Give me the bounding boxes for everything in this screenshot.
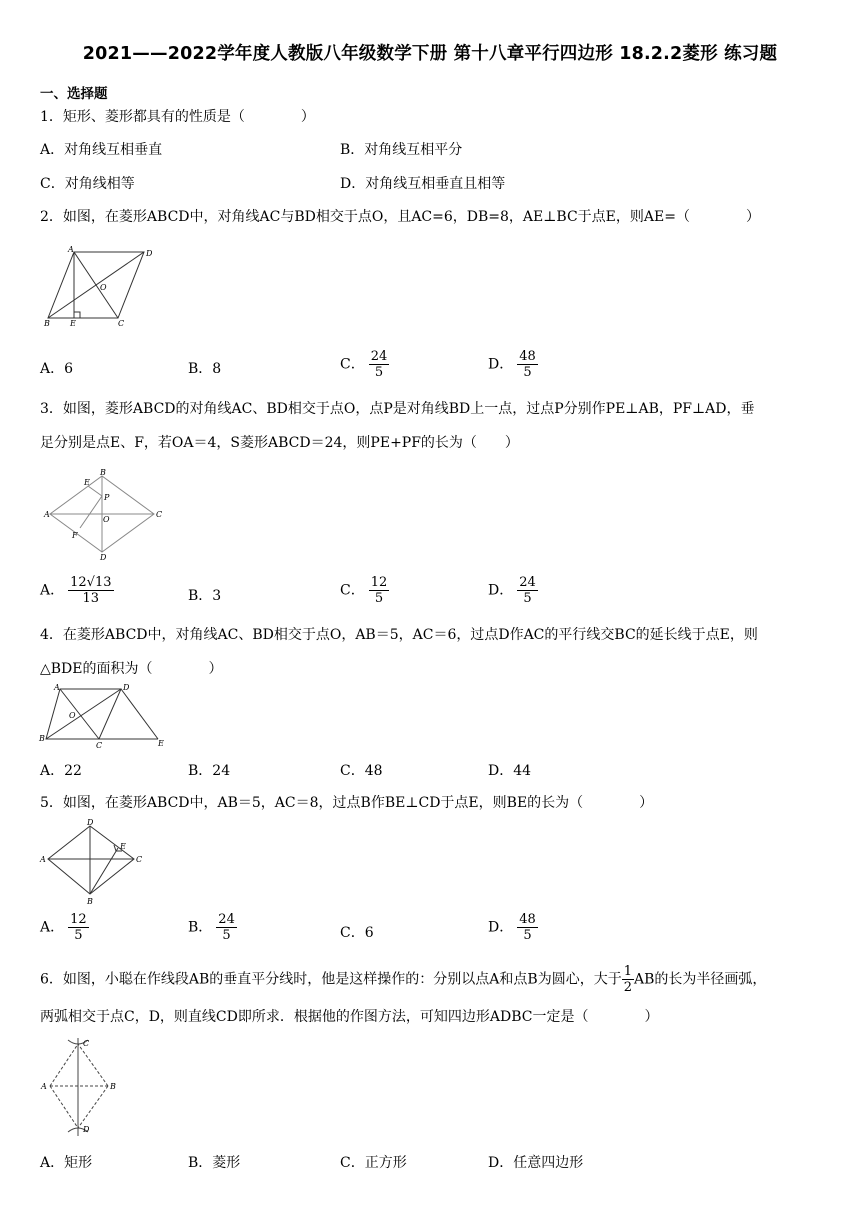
q5-label-b: B	[87, 897, 93, 906]
q6-half-fraction: $\frac{1}{2}$	[623, 964, 632, 995]
q6-text-part-2: AB的长为半径画弧，	[633, 971, 767, 988]
question-5: 5．如图，在菱形ABCD中，AB＝5，AC＝8，过点B作BE⊥CD于点E，则BE的长为（ ）	[40, 795, 654, 811]
q5-option-c[interactable]: C．6	[340, 925, 374, 941]
q4-label-d: D	[123, 683, 130, 692]
q3-option-a-fraction: $\frac{12√13}{13}$	[70, 575, 112, 606]
q4-label-a: A	[54, 683, 60, 692]
q2-option-c[interactable]	[340, 349, 389, 380]
question-6-line-2: 两弧相交于点C，D，则直线CD即所求．根据他的作图方法，可知四边形ADBC一定是（ ）	[40, 1009, 659, 1025]
q4-label-c: C	[96, 741, 103, 750]
q4-option-d[interactable]: D．44	[488, 763, 532, 779]
q3-option-c[interactable]	[340, 575, 389, 606]
q3-label-a: A	[44, 510, 50, 519]
q5-option-a-fraction: $\frac{12}{5}$	[70, 912, 87, 943]
q5-option-a[interactable]	[40, 912, 89, 943]
q1-option-d[interactable]: D．对角线互相垂直且相等	[340, 176, 506, 192]
q3-label-b: B	[100, 468, 106, 477]
q1-option-a[interactable]: A．对角线互相垂直	[40, 142, 163, 158]
q3-label-p: P	[104, 493, 110, 502]
section-heading: 一、选择题	[40, 86, 108, 102]
q5-option-d-label: D．	[488, 919, 514, 936]
q3-option-b[interactable]: B．3	[188, 588, 222, 604]
q5-option-b-fraction: $\frac{24}{5}$	[218, 912, 235, 943]
question-3-line-1: 3．如图，菱形ABCD的对角线AC、BD相交于点O，点P是对角线BD上一点，过点P分别作PE⊥AB，PF⊥AD，垂	[40, 401, 755, 417]
q2-option-d-fraction: $\frac{48}{5}$	[519, 349, 536, 380]
question-2: 2．如图，在菱形ABCD中，对角线AC与BD相交于点O，且AC=6，DB=8，AE⊥BC于点E，则AE=（ ）	[40, 209, 760, 225]
q1-option-c[interactable]: C．对角线相等	[40, 176, 135, 192]
page-title: 2021——2022学年度人教版八年级数学下册 第十八章平行四边形 18.2.2菱形 练习题	[82, 44, 778, 64]
q3-label-o: O	[103, 515, 110, 524]
q3-option-a[interactable]	[40, 575, 114, 606]
q6-label-b: B	[110, 1082, 116, 1091]
q6-option-d[interactable]: D．任意四边形	[488, 1155, 584, 1171]
q2-label-e: E	[70, 319, 76, 328]
q6-label-a: A	[41, 1082, 47, 1091]
q4-label-o: O	[69, 711, 76, 720]
q5-option-d[interactable]	[488, 912, 538, 943]
q5-label-d: D	[87, 818, 94, 827]
q5-label-a: A	[40, 855, 46, 864]
q6-label-d: D	[83, 1125, 90, 1134]
q2-label-d: D	[146, 249, 153, 258]
q4-rhombus-figure	[38, 684, 173, 750]
q3-label-e: E	[84, 478, 90, 487]
q3-option-d-fraction: $\frac{24}{5}$	[519, 575, 536, 606]
q6-option-b[interactable]: B．菱形	[188, 1155, 241, 1171]
q2-label-a: A	[68, 245, 74, 254]
q3-option-c-fraction: $\frac{12}{5}$	[370, 575, 388, 606]
q2-label-b: B	[44, 319, 50, 328]
q3-label-c: C	[156, 510, 163, 519]
question-4-line-2: △BDE的面积为（ ）	[40, 661, 223, 677]
q4-option-a[interactable]: A．22	[40, 763, 82, 779]
q1-option-b[interactable]: B．对角线互相平分	[340, 142, 463, 158]
q6-text-part-1: 6．如图，小聪在作线段AB的垂直平分线时，他是这样操作的：分别以点A和点B为圆心，大于	[40, 971, 622, 988]
q3-option-d-label: D．	[488, 582, 514, 599]
q6-construction-figure	[38, 1036, 128, 1138]
q3-option-c-label: C．	[340, 582, 365, 599]
q3-option-a-label: A．	[40, 582, 65, 599]
q4-label-e: E	[158, 739, 164, 748]
q3-option-d[interactable]	[488, 575, 538, 606]
q5-option-b[interactable]	[188, 912, 237, 943]
q2-option-d-label: D．	[488, 356, 514, 373]
question-4-line-1: 4．在菱形ABCD中，对角线AC、BD相交于点O，AB＝5，AC＝6，过点D作AC的平行线交BC的延长线于点E，则	[40, 627, 758, 643]
q6-label-c: C	[83, 1039, 90, 1048]
q3-label-f: F	[72, 531, 78, 540]
q2-option-a[interactable]: A．6	[40, 361, 74, 377]
q5-option-b-label: B．	[188, 919, 213, 936]
q3-rhombus-figure	[40, 468, 170, 562]
q2-option-b[interactable]: B．8	[188, 361, 222, 377]
q5-rhombus-figure	[38, 818, 148, 906]
q4-option-c[interactable]: C．48	[340, 763, 383, 779]
q4-option-b[interactable]: B．24	[188, 763, 231, 779]
question-6-line-1	[40, 964, 766, 995]
q5-label-e: E	[120, 842, 126, 851]
q2-option-c-label: C．	[340, 356, 365, 373]
question-3-line-2: 足分别是点E、F，若OA＝4，S菱形ABCD＝24，则PE+PF的长为（ ）	[40, 435, 519, 451]
q3-label-d: D	[100, 553, 107, 562]
q4-label-b: B	[39, 734, 45, 743]
q2-option-d[interactable]	[488, 349, 538, 380]
q6-option-a[interactable]: A．矩形	[40, 1155, 93, 1171]
q2-label-o: O	[100, 283, 107, 292]
q2-rhombus-figure	[40, 244, 160, 334]
question-1: 1．矩形、菱形都具有的性质是（ ）	[40, 109, 315, 125]
q6-option-c[interactable]: C．正方形	[340, 1155, 407, 1171]
q5-option-d-fraction: $\frac{48}{5}$	[519, 912, 536, 943]
q5-label-c: C	[136, 855, 143, 864]
q2-option-c-fraction: $\frac{24}{5}$	[370, 349, 388, 380]
q2-label-c: C	[118, 319, 125, 328]
q5-option-a-label: A．	[40, 919, 65, 936]
